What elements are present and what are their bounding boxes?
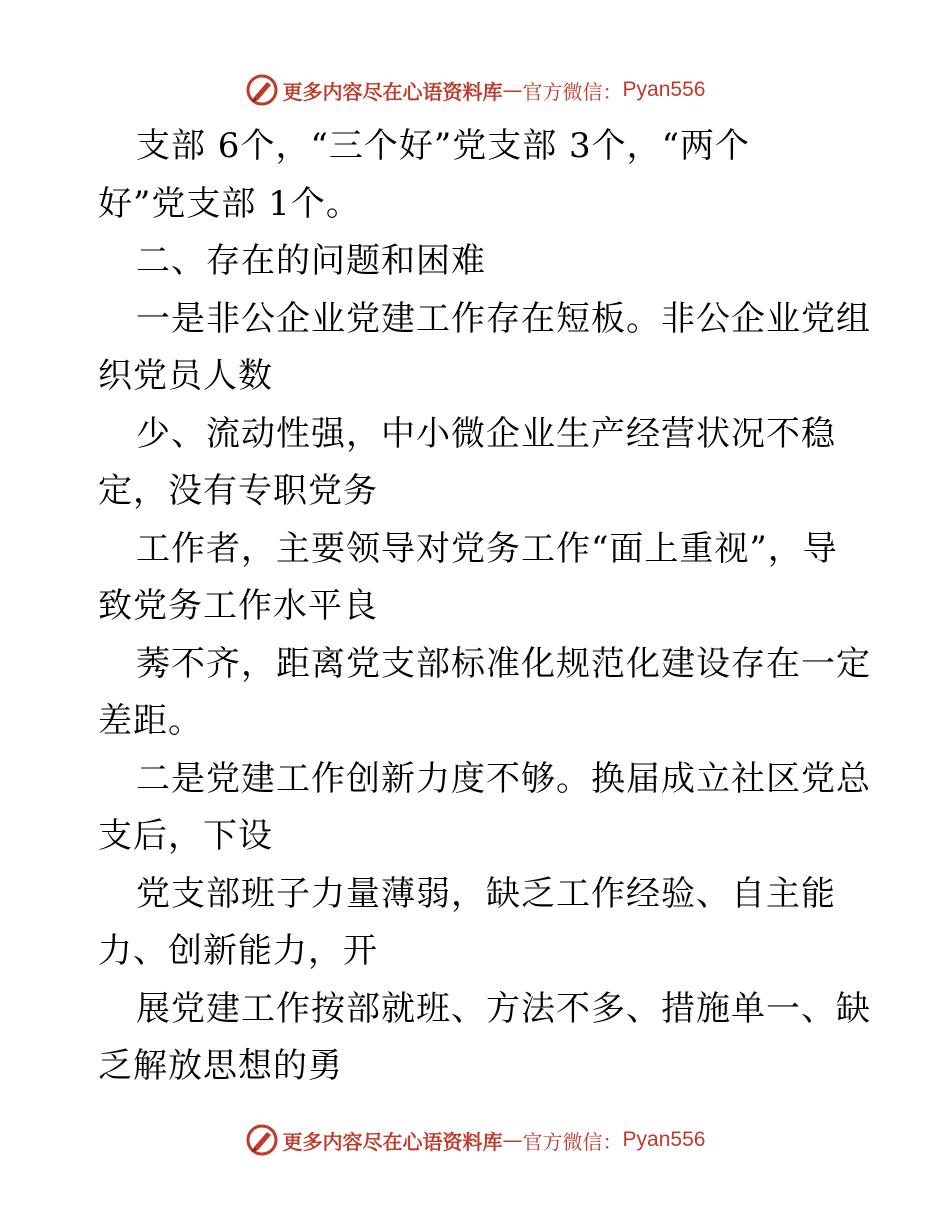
text-line: 好”党支部 1个。	[98, 183, 361, 224]
banner-brand-text: 更多内容尽在心语资料库	[282, 1129, 503, 1154]
banner-brand-text: 更多内容尽在心语资料库	[282, 79, 503, 104]
banner-dash: —	[502, 1128, 523, 1152]
text-line: 差距。	[98, 701, 203, 741]
text-line: 支后，下设	[98, 816, 273, 856]
banner-wechat-label: 官方微信：	[522, 79, 623, 104]
section-heading: 二、存在的问题和困难	[136, 241, 486, 281]
footer-watermark-banner	[0, 1120, 950, 1160]
text-line: 莠不齐，距离党支部标准化规范化建设存在一定	[136, 643, 871, 684]
text-line: 少、流动性强，中小微企业生产经营状况不稳	[136, 413, 836, 454]
text-line: 致党务工作水平良	[98, 586, 378, 626]
text-line: 一是非公企业党建工作存在短板。非公企业党组	[136, 298, 871, 339]
banner-wechat-label: 官方微信：	[522, 1129, 623, 1154]
banner-wechat-id: Pyan556	[622, 1128, 706, 1151]
text-line: 工作者，主要领导对党务工作“面上重视”，导	[136, 528, 838, 569]
banner-wechat-id: Pyan556	[622, 78, 706, 101]
text-line: 力、创新能力，开	[98, 931, 378, 971]
header-watermark-banner	[0, 70, 950, 110]
text-line: 支部 6个，“三个好”党支部 3个，“两个	[136, 126, 751, 166]
text-line: 织党员人数	[98, 356, 273, 396]
text-line: 定，没有专职党务	[98, 471, 378, 511]
pen-logo-icon	[245, 1123, 279, 1157]
document-body	[98, 118, 871, 1096]
pen-logo-icon	[245, 73, 279, 107]
banner-dash: —	[502, 78, 523, 102]
text-line: 展党建工作按部就班、方法不多、措施单一、缺	[136, 988, 871, 1029]
text-line: 二是党建工作创新力度不够。换届成立社区党总	[136, 758, 871, 799]
text-line: 党支部班子力量薄弱，缺乏工作经验、自主能	[136, 873, 836, 914]
text-line: 乏解放思想的勇	[98, 1046, 343, 1086]
